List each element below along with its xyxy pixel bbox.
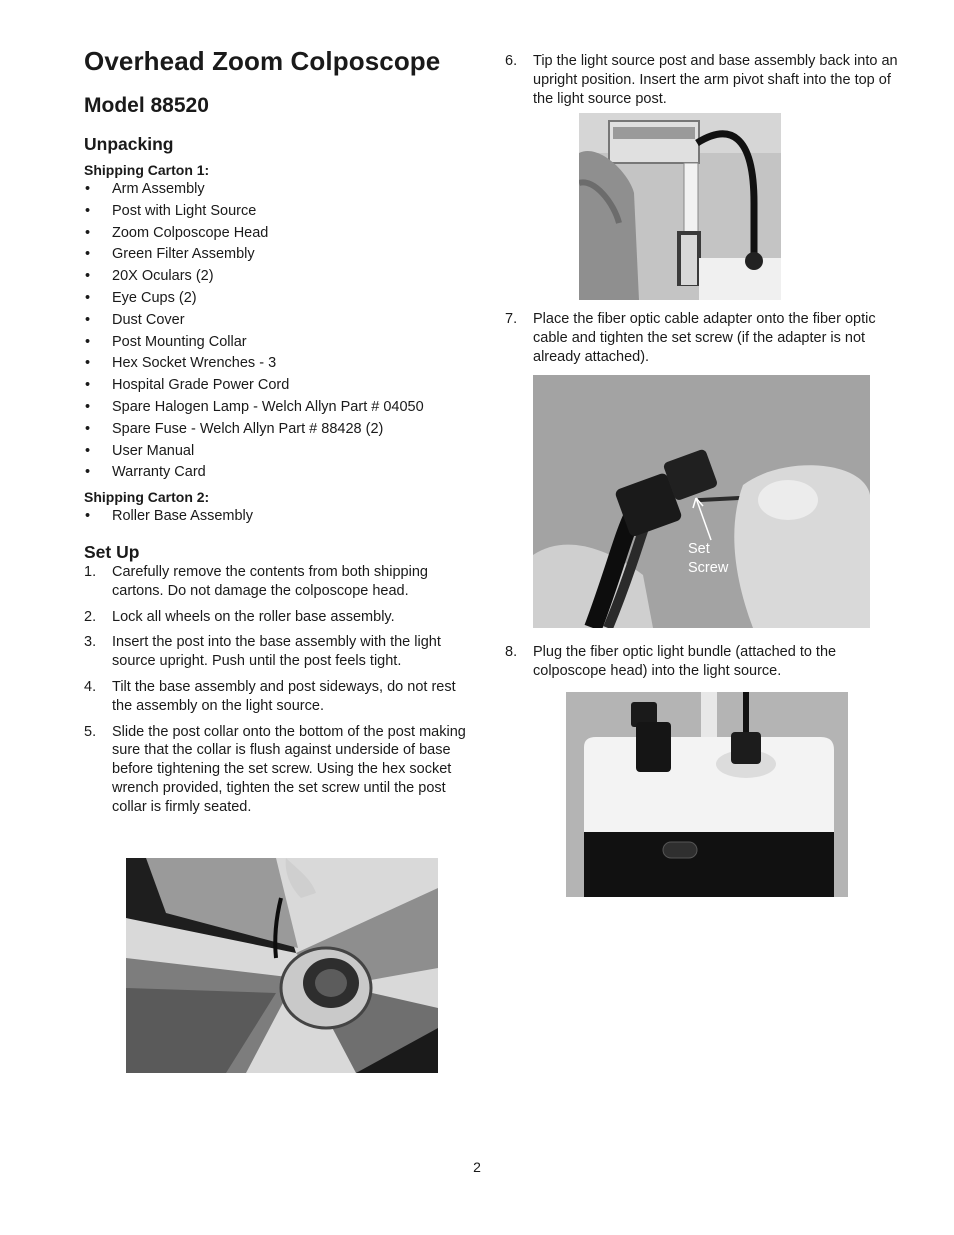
setup-steps-left <box>84 563 479 817</box>
cable-adapter-photo <box>533 375 870 628</box>
step-7-block <box>505 310 900 373</box>
carton2-list <box>84 506 479 528</box>
arm-pivot-illustration <box>579 113 781 300</box>
step-item <box>84 563 479 601</box>
step-number: 4. <box>84 678 97 695</box>
step-number: 8. <box>505 644 518 660</box>
bullet-icon: • <box>85 311 91 328</box>
step-text: Carefully remove the contents from both shipping cartons. Do not damage the colposcope head. <box>112 563 428 599</box>
list-item-text: Hospital Grade Power Cord <box>112 377 290 394</box>
step-text: Place the fiber optic cable adapter onto the fiber optic cable and tighten the set screw (if the adapter is not already attached). <box>533 311 876 365</box>
carton1-list <box>84 179 479 484</box>
arm-pivot-photo <box>579 113 781 300</box>
list-item-text: Warranty Card <box>112 464 206 481</box>
list-item <box>84 244 479 266</box>
step-item <box>505 643 900 681</box>
list-item <box>84 419 479 441</box>
bullet-icon: • <box>85 289 91 306</box>
step-item <box>84 723 479 817</box>
bullet-icon: • <box>85 464 91 481</box>
bullet-icon: • <box>85 508 91 525</box>
step-number: 7. <box>505 311 518 327</box>
list-item <box>84 462 479 484</box>
step-8-block <box>505 643 900 688</box>
bullet-icon: • <box>85 246 91 263</box>
light-source-photo <box>566 692 848 897</box>
document-title: Overhead Zoom Colposcope <box>84 46 441 76</box>
step-text: Slide the post collar onto the bottom of the post making sure that the collar is flush against underside of base before tightening the set screw. Using the hex socket wrench provided, tighten the set screw until the post collar is firmly seated. <box>112 723 466 815</box>
bullet-icon: • <box>85 333 91 350</box>
step-number: 1. <box>84 563 97 580</box>
bullet-icon: • <box>85 420 91 437</box>
list-item <box>84 288 479 310</box>
bullet-icon: • <box>85 202 91 219</box>
set-screw-label-line1: Set <box>688 541 710 557</box>
setup-step-7 <box>505 310 900 366</box>
carton1-label: Shipping Carton 1: <box>84 162 210 178</box>
list-item <box>84 353 479 375</box>
step-number: 2. <box>84 608 97 625</box>
post-collar-illustration <box>126 858 438 1073</box>
list-item-text: Post Mounting Collar <box>112 333 247 350</box>
list-item-text: Arm Assembly <box>112 181 205 197</box>
page-number: 2 <box>473 1159 481 1175</box>
list-item-text: Eye Cups (2) <box>112 289 197 306</box>
bullet-icon: • <box>85 355 91 372</box>
bullet-icon: • <box>85 442 91 459</box>
list-item-text: Spare Fuse - Welch Allyn Part # 88428 (2) <box>112 420 384 437</box>
list-item <box>84 201 479 223</box>
step-number: 3. <box>84 634 97 651</box>
setup-step-6 <box>505 52 900 108</box>
list-item <box>84 266 479 288</box>
cable-adapter-illustration <box>533 375 870 628</box>
list-item-text: Post with Light Source <box>112 202 257 219</box>
model-heading: Model 88520 <box>84 94 209 117</box>
step-number: 6. <box>505 53 518 69</box>
list-item-text: Zoom Colposcope Head <box>112 224 269 241</box>
setup-step-8 <box>505 643 900 681</box>
left-column <box>84 46 479 824</box>
list-item-text: Roller Base Assembly <box>112 508 254 525</box>
list-item-text: Spare Halogen Lamp - Welch Allyn Part # 04050 <box>112 398 424 415</box>
list-item <box>84 506 479 528</box>
list-item-text: 20X Oculars (2) <box>112 268 214 285</box>
step-text: Lock all wheels on the roller base assembly. <box>112 608 395 625</box>
set-screw-label-line2: Screw <box>688 560 729 576</box>
list-item <box>84 441 479 463</box>
step-item <box>505 52 900 108</box>
step-number: 5. <box>84 723 97 740</box>
bullet-icon: • <box>85 377 91 394</box>
list-item <box>84 375 479 397</box>
list-item-text: User Manual <box>112 442 195 459</box>
bullet-icon: • <box>85 398 91 415</box>
bullet-icon: • <box>85 268 91 285</box>
right-column <box>505 52 900 115</box>
step-item <box>84 608 479 627</box>
step-item <box>84 633 479 671</box>
post-collar-photo <box>126 858 438 1073</box>
list-item <box>84 332 479 354</box>
light-source-illustration <box>566 692 848 897</box>
list-item-text: Dust Cover <box>112 311 185 328</box>
set-screw-label <box>688 540 728 578</box>
step-item <box>84 678 479 716</box>
unpacking-heading: Unpacking <box>84 134 174 154</box>
list-item <box>84 223 479 245</box>
list-item <box>84 310 479 332</box>
step-text: Tilt the base assembly and post sideways, do not rest the assembly on the light source. <box>112 678 456 714</box>
step-text: Insert the post into the base assembly with the light source upright. Push until the post feels tight. <box>112 634 441 670</box>
step-text: Plug the fiber optic light bundle (attached to the colposcope head) into the light source. <box>533 644 837 679</box>
list-item-text: Green Filter Assembly <box>112 246 255 263</box>
list-item-text: Hex Socket Wrenches - 3 <box>112 355 277 372</box>
list-item <box>84 397 479 419</box>
setup-heading: Set Up <box>84 541 140 562</box>
step-text: Tip the light source post and base assembly back into an upright position. Insert the arm pivot shaft into the top of the light source post. <box>533 53 898 107</box>
bullet-icon: • <box>85 224 91 241</box>
carton2-label: Shipping Carton 2: <box>84 489 210 506</box>
list-item <box>84 179 479 201</box>
bullet-icon: • <box>85 181 91 197</box>
step-item <box>505 310 900 366</box>
